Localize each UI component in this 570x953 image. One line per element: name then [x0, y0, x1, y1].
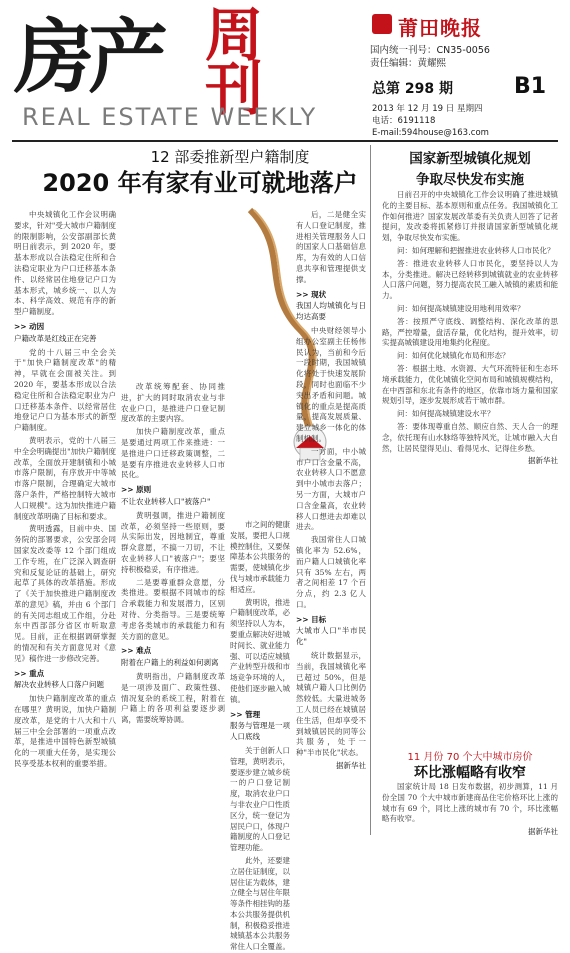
sidebar-2-article [382, 782, 558, 840]
paragraph: 市之间的健康发展，要把人口规模控制住，又要保障基本公共服务的需要，使城镇化步伐与城市承载能力相适应。 [230, 520, 290, 594]
paragraph: 改革统筹配套、协同推进，扩大的同时取消农业与非农业户口，是推进户口登记制度改革的主要内容。 [121, 382, 225, 424]
article-column-3 [230, 520, 290, 952]
sidebar-2-headline: 环比涨幅略有收窄 [414, 765, 526, 781]
column-divider [370, 145, 371, 835]
answer: 答：要体现尊重自然、顺应自然、天人合一的理念，依托现有山水脉络等独特风光，让城市融入大自然，让居民望得见山、看得见水、记得住乡愁。 [382, 421, 558, 453]
section-title: 解决农业转移人口落户问题 [14, 680, 104, 690]
edition-phone: 电话：6191118 [372, 116, 436, 126]
masthead-title: 房产 [14, 11, 162, 104]
article-column-4 [296, 210, 366, 840]
section-label: >> 动因 [14, 321, 45, 331]
editor-line: 责任编辑：黄耀熙 [370, 58, 447, 69]
paragraph: 关于创新人口管理，黄明表示，要逐步建立城乡统一的户口登记制度，取消农业户口与非农业户口性质区分，统一登记为居民户口，体现户籍制度的人口登记管理功能。 [230, 745, 290, 853]
lead-subhead: 12 部委推新型户籍制度 [150, 148, 310, 166]
question: 问：如何优化城镇化布局和形态？ [397, 351, 510, 361]
paragraph: 统计数据显示，当前，我国城镇化率已超过 50%，但是城镇户籍人口比例仍然较低。大量进城务工人员已经在城镇居住生活，但却享受不到城镇居民的同等公共服务，处于一种"半市民化"状态。 [296, 651, 366, 758]
paragraph: 黄明说，推进户籍制度改革，必须坚持以人为本，要重点解决好进城时间长、就业能力强、可以适应城镇产业转型升级和市场竞争环境的人，使他们逐步融入城镇。 [230, 597, 290, 704]
sidebar-subheadline: 争取尽快发布实施 [416, 172, 524, 188]
byline: 据新华社 [336, 761, 366, 771]
question: 问：如何提高城镇建设水平？ [397, 409, 495, 419]
page-number: B1 [514, 74, 547, 99]
paragraph: 黄明指出，户籍制度改革是一项涉及面广、政策性强、情况复杂的系统工程，附着在户籍上的各项利益要逐步剥离，需要统筹协调。 [121, 671, 225, 725]
masthead-zhou: 周 [205, 1, 264, 69]
section-title: 附着在户籍上的利益如何剥离 [121, 658, 219, 668]
paragraph: 黄明表示，党的十八届三中全会明确提出"加快户籍制度改革，全面放开建制镇和小城市落户限制，有序放开中等城市落户限制，合理确定大城市落户条件，严格控制特大城市人口规模"。这为加快推进户籍制度改革明确了目标和要求。 [14, 435, 116, 521]
section-label: >> 管理 [230, 709, 261, 719]
byline: 据新华社 [528, 827, 558, 837]
publication-info [370, 44, 490, 70]
answer: 答：根据土地、水资源、大气环流特征和生态环境承载能力，优化城镇化空间布局和城镇规模结构，在中西部和东北有条件的地区，依靠市场力量和国家规划引导，逐步发展形成若干城市群。 [382, 363, 558, 406]
section-title: 我国人均城镇化与日均达高要 [296, 301, 366, 322]
section-label: >> 难点 [121, 646, 152, 656]
cn-number: 国内统一刊号：CN35-0056 [370, 45, 490, 56]
masthead-divider [12, 140, 558, 142]
edition-email: E-mail:594house@163.com [372, 128, 489, 138]
paragraph: 加快户籍制度改革，重点是要通过两项工作来推进：一是推进户口迁移政策调整，二是要有序推进农业转移人口市民化。 [121, 427, 225, 480]
answer: 答：推进农业转移人口市民化，要坚持以人为本，分类推进。解决已经转移到城镇就业的农业转移人口落户问题，努力提高农民工融入城镇的素质和能力。 [382, 258, 558, 301]
article-column-1 [14, 210, 116, 840]
newspaper-logo-icon [372, 14, 392, 34]
lead-headline: 2020 年有家有业可就地落户 [42, 169, 358, 197]
question: 问：如何理解和把握推进农业转移人口市民化？ [397, 245, 555, 255]
paragraph: 国家统计局 18 日发布数据，初步测算，11 月份全国 70 个大中城市新建商品住宅价格环比上涨的城市有 69 个，同比上涨的城市有 70 个，环比涨幅略有收窄。 [382, 782, 558, 824]
paragraph: 日前召开的中央城镇化工作会议明确了推进城镇化的主要目标、基本原则和重点任务。我国城镇化工作如何推进？国家发展改革委有关负责人回答了记者提问，发改委将抓紧修订并报请国家新型城镇化规划，争取尽快发布实施。 [382, 190, 558, 243]
paragraph: 党的十八届三中全会关于"加快户籍制度改革"的精神，早就在会面被关注。到 2020 年，要基本形成以合法稳定住所和合法稳定职业为户口迁移基本条件、以经常居住地登记户口为基本形式的新型户籍制度。 [14, 347, 116, 433]
section-title: 不让农业转移人口"被落户" [121, 496, 211, 506]
question: 问：如何提高城镇建设用地利用效率？ [397, 303, 525, 313]
section-title: 大城市人口"半市民化" [296, 626, 366, 647]
paragraph: 中央城镇化工作会议明确要求，针对"受大城市户籍制度的限制影响，公安部副部长黄明日前表示，到 2020 年，要基本形成以合法稳定住所和合法稳定职业为户口迁移基本条件、以经常居住地登记户口为基本形式，城乡统一、以人为本、科学高效、规范有序的新型户籍制度。 [14, 210, 116, 317]
sidebar-2-kicker: 11 月份 70 个大中城市房价 [407, 752, 533, 763]
section-title: 服务与管理是一项人口底线 [230, 721, 290, 742]
edition-date: 2013 年 12 月 19 日 星期四 [372, 104, 483, 114]
masthead-kan: 刊 [205, 55, 264, 123]
masthead-english: REAL ESTATE WEEKLY [22, 103, 318, 131]
section-title: 户籍改革是红线正在完善 [14, 333, 97, 343]
byline: 据新华社 [528, 456, 558, 466]
paragraph: 我国常住人口城镇化率为 52.6%，而户籍人口城镇化率只有 35% 左右，两者之间相差 17 个百分点，约 2.3 亿人口。 [296, 535, 366, 609]
paragraph: 中央财经领导小组办公室副主任杨伟民认为，当前和今后一段时期，我国城镇化将处于快速发展阶段，同时也面临不少突出矛盾和问题。城镇化的重点是提高质量，提高发展质量、建立城乡一体化的体制机制。 [296, 325, 366, 443]
paragraph: 一方面，中小城市户口含金量不高，农业转移人口不愿意到中小城市去落户；另一方面，大城市户口含金量高，农业转移人口想进去却难以进去。 [296, 446, 366, 532]
issue-number: 总第 298 期 [372, 81, 453, 97]
section-label: >> 原则 [121, 485, 152, 495]
edition-meta [372, 103, 489, 139]
paragraph: 加快户籍制度改革的重点在哪里？黄明说，加快户籍制度改革，是党的十八大和十八届三中全会部署的一项重点改革，是推进中国特色新型城镇化的一项重大任务，是实现公民享受基本权利的重要举措。 [14, 694, 116, 769]
newspaper-logo: 莆田晚报 [398, 16, 482, 40]
answer: 答：按照严守底线、调整结构、深化改革的思路，严控增量，盘活存量，优化结构，提升效率，切实提高城镇建设用地集约化程度。 [382, 316, 558, 348]
sidebar-headline: 国家新型城镇化规划 [409, 151, 531, 167]
paragraph: 此外，还要建立居住证制度，以居住证为载体，建立健全与居住年限等条件相挂钩的基本公共服务提供机制，积极稳妥推进城镇基本公共服务常住人口全覆盖。 [230, 855, 290, 952]
sidebar-article [382, 190, 558, 745]
article-column-2 [121, 382, 225, 840]
paragraph: 黄明强调，推进户籍制度改革，必须坚持一些原则，要从实际出发，因地制宜，尊重群众意愿，不搞一刀切，不让农业转移人口"被落户"；要坚持积极稳妥，有序推进。 [121, 510, 225, 574]
section-label: >> 目标 [296, 614, 327, 624]
section-label: >> 重点 [14, 668, 45, 678]
paragraph: 黄明透露，目前中央、国务院的部署要求，公安部会同国家发改委等 12 个部门组成工作专班，在广泛深入调查研究和反复论证的基础上，研究起草了具体的改革措施。形成了《关于加快推进户籍制度改革的意见》稿，并由 6 个部门的有关同志组成工作组，分赴东中西部部分省区市听取意见。目前，正在根据调研掌握的情况和有关方面意见对《意见》稿作进一步修改完善。 [14, 524, 116, 663]
paragraph: 二是要尊重群众意愿，分类推进。要根据不同城市的综合承载能力和发展潜力，区别对待、分类指导。三是要统筹考虑各类城市的承载能力和有关方面的意见。 [121, 577, 225, 641]
paragraph: 后，二是健全实有人口登记制度，推进相关管理服务人口的国家人口基础信息库，为有效的人口信息共享和管理提供支撑。 [296, 210, 366, 284]
section-label: >> 现状 [296, 289, 327, 299]
